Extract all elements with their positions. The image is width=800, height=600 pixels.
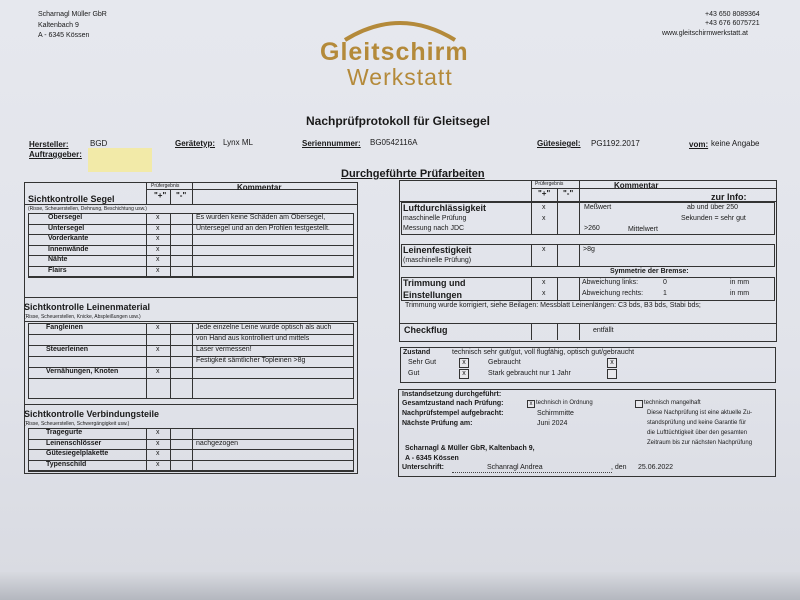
zustand-text: technisch sehr gut/gut, voll flugfähig, optisch gut/gebraucht — [452, 349, 635, 356]
sig-company: Scharnagl & Müller GbR, Kaltenbach 9, — [405, 445, 535, 452]
left-header-plus: "+" — [154, 191, 167, 200]
row-label: Fangleinen — [46, 324, 83, 331]
row-result-plus: x — [156, 368, 160, 375]
row-comment: Jede einzelne Leine wurde optisch als auch — [196, 324, 332, 331]
right-header-plus: "+" — [538, 189, 551, 198]
instand-label: Instandsetzung durchgeführt: — [402, 391, 502, 398]
row-comment: nachgezogen — [196, 439, 239, 447]
document-title: Nachprüfprotokoll für Gleitsegel — [306, 114, 491, 128]
row-comment: Es wurden keine Schäden am Obersegel, — [196, 214, 326, 221]
left-header-komm: Kommentar — [237, 183, 282, 192]
zur-info: zur Info: — [711, 192, 747, 202]
row-comment: Laser vermessen! — [196, 346, 252, 353]
row-divider — [28, 470, 353, 471]
row-result-plus: x — [156, 214, 160, 221]
segel-title: Sichtkontrolle Segel — [28, 194, 115, 204]
row-result-plus: x — [156, 266, 160, 274]
row-label: Tragegurte — [46, 429, 83, 436]
fest-sub: (maschinelle Prüfung) — [403, 257, 472, 264]
section-title: Durchgeführte Prüfarbeiten — [341, 168, 485, 180]
segel-sub: (Risse, Scheuerstellen, Dehnung, Beschichtung usw.) — [28, 206, 147, 212]
phone-2: +43 676 6075721 — [705, 20, 760, 27]
luft-info1: ab und über 250 — [687, 204, 738, 211]
serien-value: BG0542116A — [370, 138, 418, 147]
row-result-plus: x — [156, 429, 160, 436]
row-result-plus: x — [156, 256, 160, 263]
row-divider — [28, 378, 353, 379]
row-label: Gütesiegelplakette — [46, 450, 109, 457]
row-label: Innenwände — [48, 245, 89, 253]
vom-label: vom: — [689, 140, 709, 149]
row-label: Vernähungen, Knoten — [46, 368, 119, 375]
verbind-title: Sichtkontrolle Verbindungsteile — [24, 409, 160, 419]
gebraucht-label: Gebraucht — [488, 359, 521, 366]
fest-x: x — [542, 246, 546, 253]
disclaimer-line: Diese Nachprüfung ist eine aktuelle Zu- — [647, 410, 753, 416]
geraetetyp-label: Gerätetyp: — [175, 139, 216, 148]
stark-label: Stark gebraucht nur 1 Jahr — [488, 370, 571, 377]
guete-value: PG1192.2017 — [591, 139, 640, 148]
sig-name: Schanragl Andrea — [487, 464, 543, 471]
trimm-x1: x — [542, 279, 546, 286]
luft-mittelwert: Mittelwert — [628, 226, 658, 233]
leinen-title: Sichtkontrolle Leinenmaterial — [24, 302, 151, 312]
gebraucht-checkbox[interactable]: x — [607, 358, 617, 368]
disclaimer-line: die Lufttüchtigkeit über den gesamten — [647, 430, 748, 436]
abw-links-value: 0 — [663, 279, 667, 286]
sig-line — [452, 472, 612, 473]
zustand-label: Zustand — [403, 349, 431, 356]
luft-sub1: maschinelle Prüfung — [403, 215, 467, 222]
phone-1: +43 650 8089364 — [705, 11, 760, 18]
gesamt-label: Gesamtzustand nach Prüfung: — [402, 400, 504, 407]
company-street: Kaltenbach 9 — [38, 22, 79, 29]
abw-rechts-value: 1 — [663, 290, 667, 297]
row-result-plus: x — [156, 439, 160, 447]
opt-mangelhaft-checkbox[interactable] — [635, 400, 643, 408]
left-header-pruef: Prüfergebnis — [151, 183, 180, 189]
trimm-title-2: Einstellungen — [403, 290, 463, 300]
luft-messwert: Meßwert — [584, 204, 612, 211]
abw-rechts-unit: in mm — [730, 290, 750, 297]
fest-title: Leinenfestigkeit — [403, 245, 472, 255]
sig-label: Unterschrift: — [402, 464, 445, 471]
website: www.gleitschirmwerkstatt.at — [662, 30, 748, 37]
leinen-sub: (Risse, Scheuerstellen, Knicke, Abspleißungen usw.) — [24, 314, 141, 320]
row-result-plus: x — [156, 245, 160, 253]
company-name: Scharnagl Müller GbR — [38, 11, 107, 18]
row-divider — [28, 266, 353, 267]
row-label: Untersegel — [48, 224, 85, 232]
row-label: Nähte — [48, 256, 68, 263]
sig-date: 25.06.2022 — [638, 464, 674, 471]
hersteller-label: Hersteller: — [29, 140, 69, 149]
right-header-komm: Kommentar — [614, 181, 659, 190]
trimm-x2: x — [542, 290, 546, 297]
row-result-plus: x — [156, 235, 160, 242]
next-label: Nächste Prüfung am: — [402, 420, 473, 427]
row-result-plus: x — [156, 224, 160, 232]
checkflug-value: entfällt — [593, 327, 614, 334]
row-divider — [28, 255, 353, 256]
sig-den: , den — [611, 464, 627, 471]
geraetetyp-value: Lynx ML — [223, 138, 253, 147]
luft-info2: Sekunden = sehr gut — [681, 215, 746, 222]
sig-city: A - 6345 Kössen — [405, 455, 459, 462]
logo-line-1: Gleitschirm — [320, 38, 469, 66]
auftraggeber-label: Auftraggeber: — [29, 150, 82, 159]
fest-value: >8g — [583, 246, 595, 253]
luft-value: >260 — [584, 225, 600, 232]
symmetrie-label: Symmetrie der Bremse: — [610, 268, 689, 275]
sehr-gut-label: Sehr Gut — [408, 359, 437, 366]
row-label: Typenschild — [46, 460, 87, 468]
gut-label: Gut — [408, 370, 420, 377]
company-city: A - 6345 Kössen — [38, 32, 90, 39]
logo-line-2: Werkstatt — [347, 64, 453, 90]
opt-ordnung-label: technisch in Ordnung — [536, 400, 593, 406]
luft-x1: x — [542, 204, 546, 211]
row-result-plus: x — [156, 324, 160, 331]
row-divider — [28, 276, 353, 277]
gut-checkbox[interactable]: x — [459, 369, 469, 379]
stark-checkbox[interactable] — [607, 369, 617, 379]
right-header-minus: "-" — [563, 189, 574, 198]
disclaimer-line: standsprüfung und keine Garantie für — [647, 420, 747, 426]
row-label: Obersegel — [48, 214, 83, 221]
serien-label: Seriennummer: — [302, 139, 361, 148]
row-label: Vorderkante — [48, 235, 89, 242]
row-label: Flairs — [48, 266, 67, 274]
opt-mangelhaft-label: technisch mangelhaft — [644, 400, 701, 406]
row-result-plus: x — [156, 460, 160, 468]
abw-links-label: Abweichung links: — [582, 279, 639, 286]
trimm-title: Trimmung und — [403, 278, 466, 288]
stempel-label: Nachprüfstempel aufgebracht: — [402, 410, 504, 417]
guete-label: Gütesiegel: — [537, 139, 581, 148]
row-label: Leinenschlösser — [46, 439, 102, 447]
abw-rechts-label: Abweichung rechts: — [582, 290, 644, 297]
row-result-plus: x — [156, 450, 160, 457]
abw-links-unit: in mm — [730, 279, 750, 286]
trimm-note: Trimmung wurde korrigiert, siehe Beilagen: Messblatt Leinenlängen: C3 bds, B3 bds, Stabi bds; — [405, 302, 701, 309]
checkflug-title: Checkflug — [404, 325, 448, 335]
disclaimer-line: Zeitraum bis zur nächsten Nachprüfung — [647, 440, 753, 446]
left-header-minus: "-" — [176, 191, 187, 200]
row-result-plus: x — [156, 346, 160, 353]
row-comment: von Hand aus kontrolliert und mittels — [196, 335, 310, 342]
row-comment: Untersegel und an den Profilen festgestellt. — [196, 224, 330, 232]
vom-value: keine Angabe — [711, 139, 760, 148]
luft-title: Luftdurchlässigkeit — [403, 203, 487, 213]
sehr-gut-checkbox[interactable]: x — [459, 358, 469, 368]
desk-shadow — [0, 572, 800, 600]
right-header-pruef: Prüfergebnis — [535, 181, 564, 187]
verbind-sub: (Risse, Scheuerstellen, Schwergängigkeit usw.) — [24, 421, 130, 427]
luft-sub2: Messung nach JDC — [403, 225, 465, 232]
opt-ordnung-checkbox[interactable]: x — [527, 400, 535, 408]
stempel-value: Schirmmitte — [537, 410, 574, 417]
next-value: Juni 2024 — [537, 420, 568, 427]
row-label: Steuerleinen — [46, 346, 89, 353]
sticky-note — [88, 148, 152, 172]
hersteller-value: BGD — [90, 139, 108, 148]
luft-x2: x — [542, 215, 546, 222]
row-comment: Festigkeit sämtlicher Topleinen >8g — [196, 357, 306, 364]
